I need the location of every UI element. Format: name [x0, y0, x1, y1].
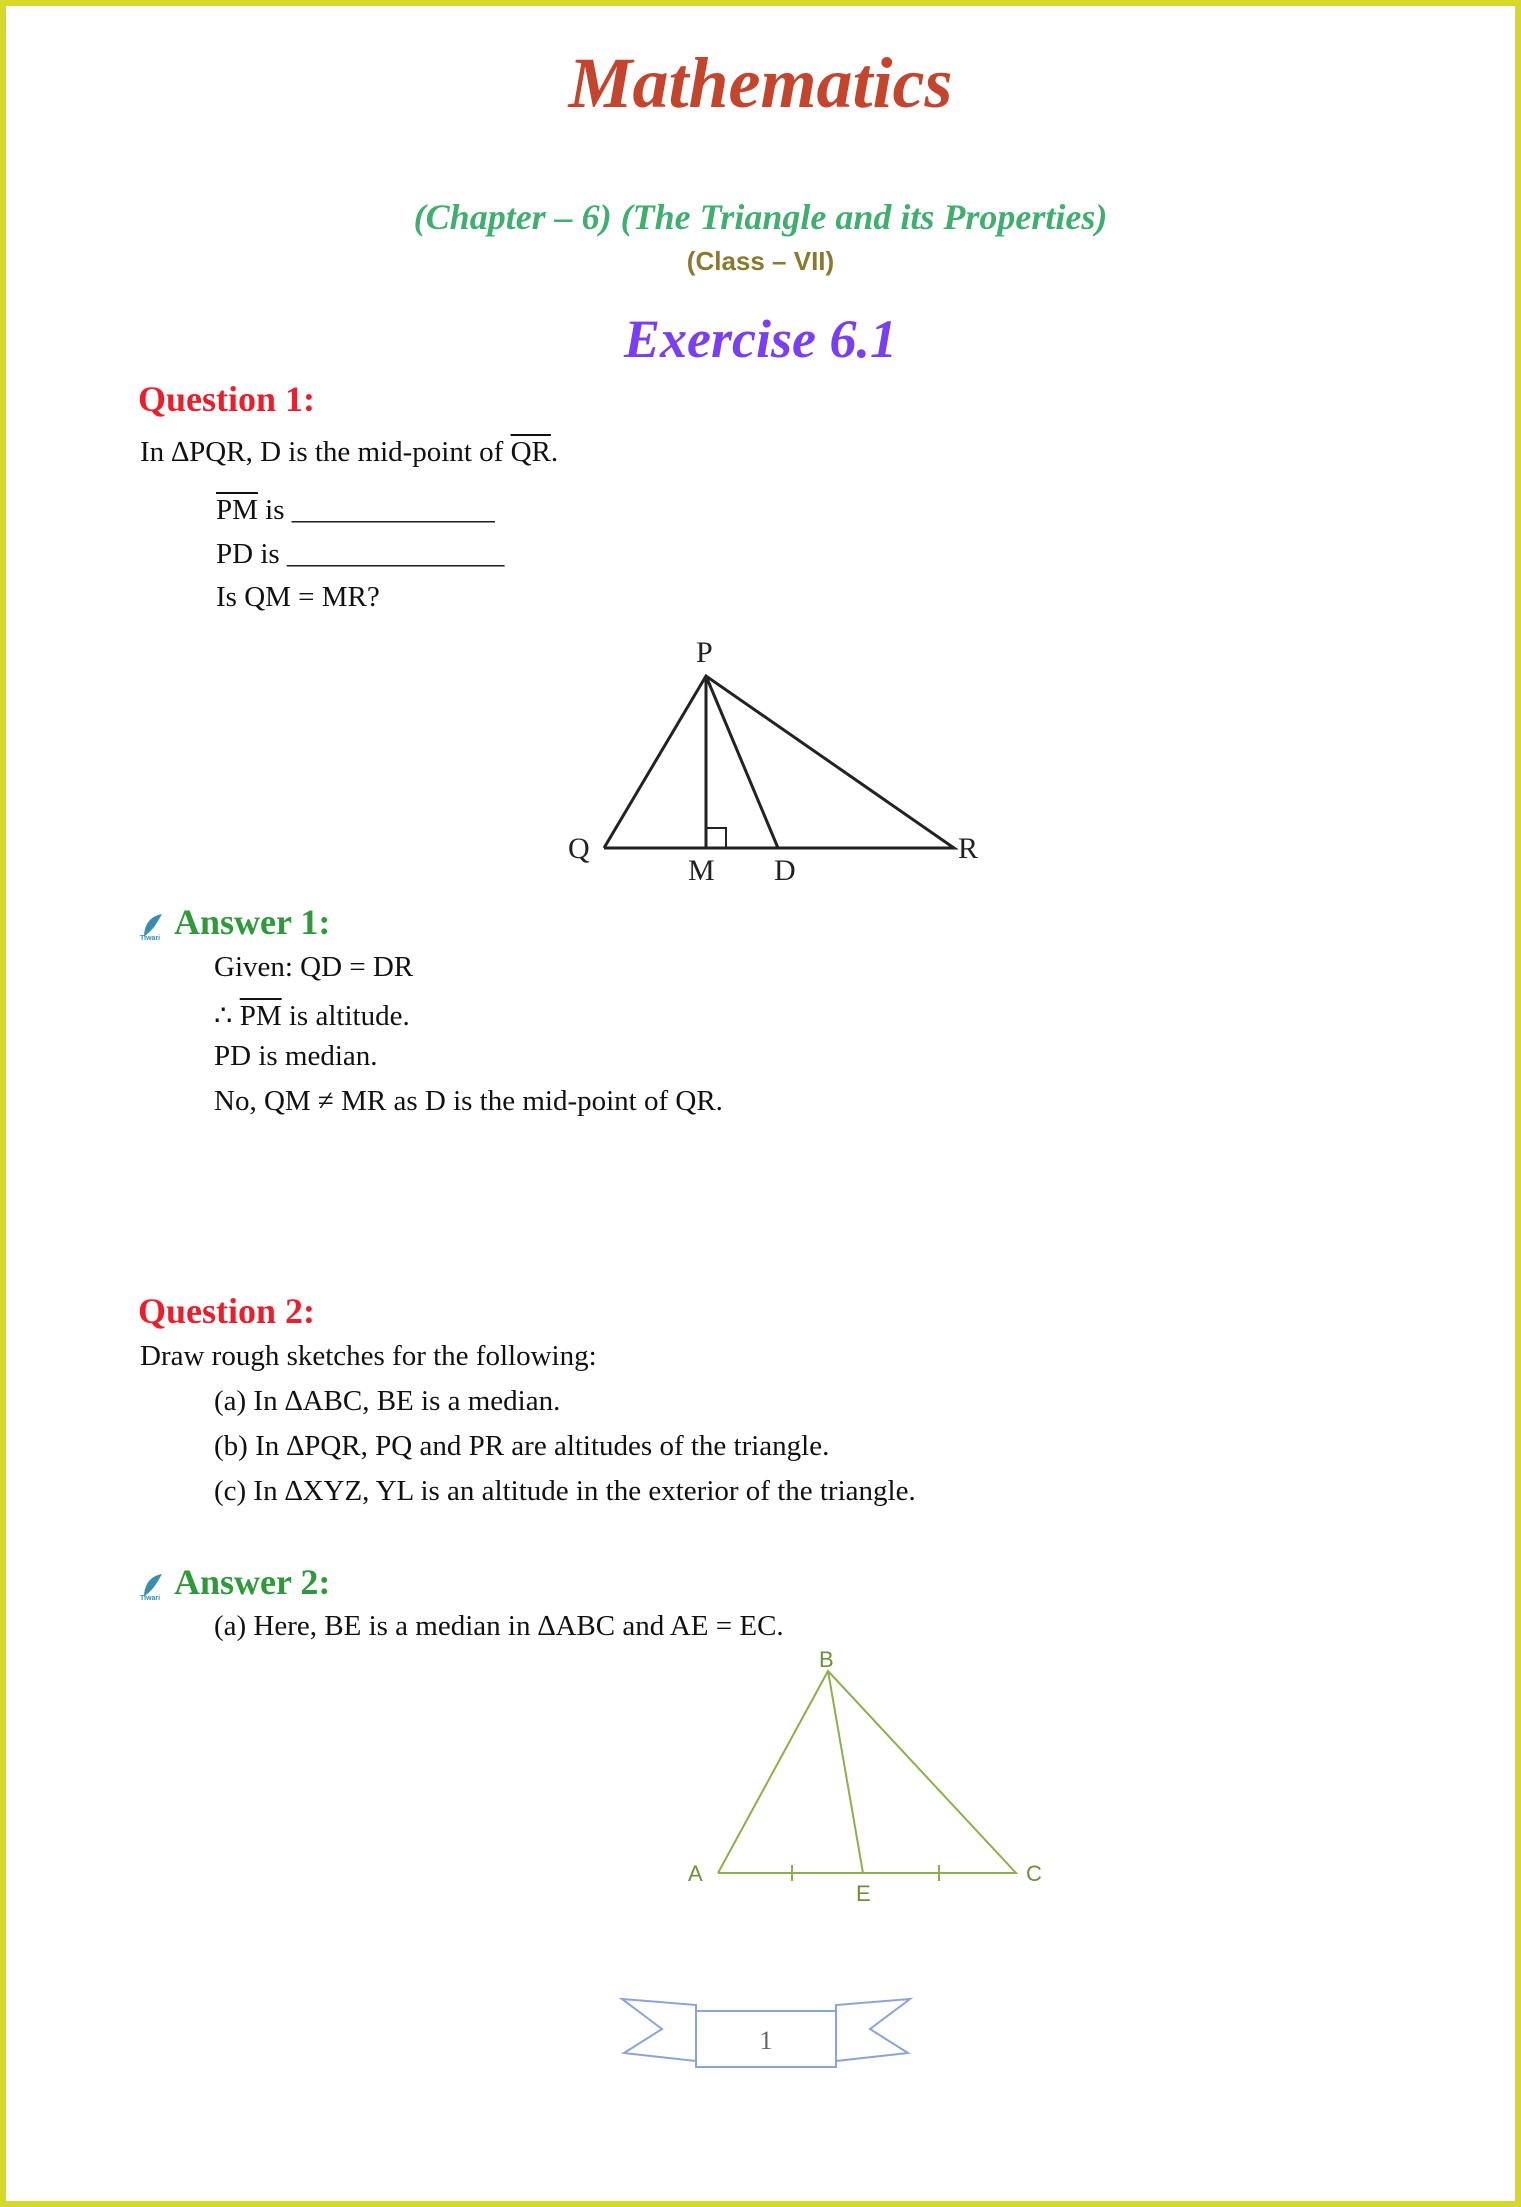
triangle-abc-figure — [676, 1651, 1056, 1911]
answer-2-line-1: (a) Here, BE is a median in ∆ABC and AE = EC. — [214, 1610, 784, 1642]
chapter-heading: (Chapter – 6) (The Triangle and its Properties) — [413, 197, 1108, 237]
answer-1-given: Given: QD = DR — [214, 951, 414, 983]
question-1-intro — [140, 436, 558, 469]
therefore-symbol: ∴ — [214, 1000, 240, 1032]
banner-right-ribbon — [836, 1999, 910, 2061]
label-q: Q — [568, 832, 590, 865]
answer-2-label: Answer 2: — [174, 1562, 331, 1602]
triangle-pqr-figure — [556, 626, 1016, 886]
page-title: Mathematics — [568, 43, 953, 123]
question-1-line-1 — [216, 494, 495, 527]
label-b: B — [819, 1651, 834, 1672]
intro-period: . — [550, 436, 559, 468]
question-2-item-a: (a) In ∆ABC, BE is a median. — [214, 1385, 561, 1417]
question-1-heading: Question 1: — [138, 379, 316, 419]
answer-1-line-2 — [214, 998, 410, 1033]
triangle-pqr — [604, 676, 954, 848]
label-m: M — [688, 854, 715, 886]
right-angle-mark — [706, 828, 726, 848]
line-2-rest: is altitude. — [281, 1000, 410, 1032]
label-c: C — [1026, 1861, 1042, 1886]
answer-2-heading — [138, 1561, 330, 1603]
page-number: 1 — [759, 2026, 773, 2055]
intro-text: In ∆PQR, D is the mid-point of — [140, 436, 511, 468]
label-r: R — [958, 832, 979, 865]
question-1-line-2: PD is _______________ — [216, 538, 505, 570]
question-1-line-3: Is QM = MR? — [216, 581, 380, 613]
label-e: E — [856, 1881, 871, 1906]
label-d: D — [774, 854, 796, 886]
segment-pm: $\overline{PM}$ — [216, 494, 258, 526]
segment-qr: $\overline{QR}$ — [510, 436, 551, 468]
svg-text:Tiwari: Tiwari — [140, 1594, 161, 1601]
answer-1-line-4: No, QM ≠ MR as D is the mid-point of QR. — [214, 1085, 723, 1117]
question-2-item-c: (c) In ∆XYZ, YL is an altitude in the exterior of the triangle. — [214, 1475, 916, 1507]
class-label: (Class – VII) — [686, 246, 835, 276]
label-p: P — [696, 636, 713, 669]
svg-text:Tiwari: Tiwari — [140, 934, 161, 941]
line-1-blank: is ______________ — [257, 494, 495, 526]
feather-logo-icon — [138, 1571, 168, 1601]
exercise-heading: Exercise 6.1 — [624, 309, 897, 369]
answer-1-heading — [138, 901, 330, 943]
banner-left-ribbon — [622, 1999, 696, 2061]
label-a: A — [688, 1861, 703, 1886]
question-2-heading: Question 2: — [138, 1291, 316, 1331]
feather-logo-icon — [138, 911, 168, 941]
question-2-intro: Draw rough sketches for the following: — [140, 1340, 597, 1372]
question-2-item-b: (b) In ∆PQR, PQ and PR are altitudes of the triangle. — [214, 1430, 830, 1462]
median-be — [828, 1671, 863, 1873]
triangle-abc — [718, 1671, 1016, 1873]
answer-1-line-3: PD is median. — [214, 1040, 378, 1072]
answer-1-label: Answer 1: — [174, 902, 331, 942]
segment-pm: $\overline{PM}$ — [239, 1000, 282, 1032]
page-number-banner — [618, 1991, 914, 2081]
